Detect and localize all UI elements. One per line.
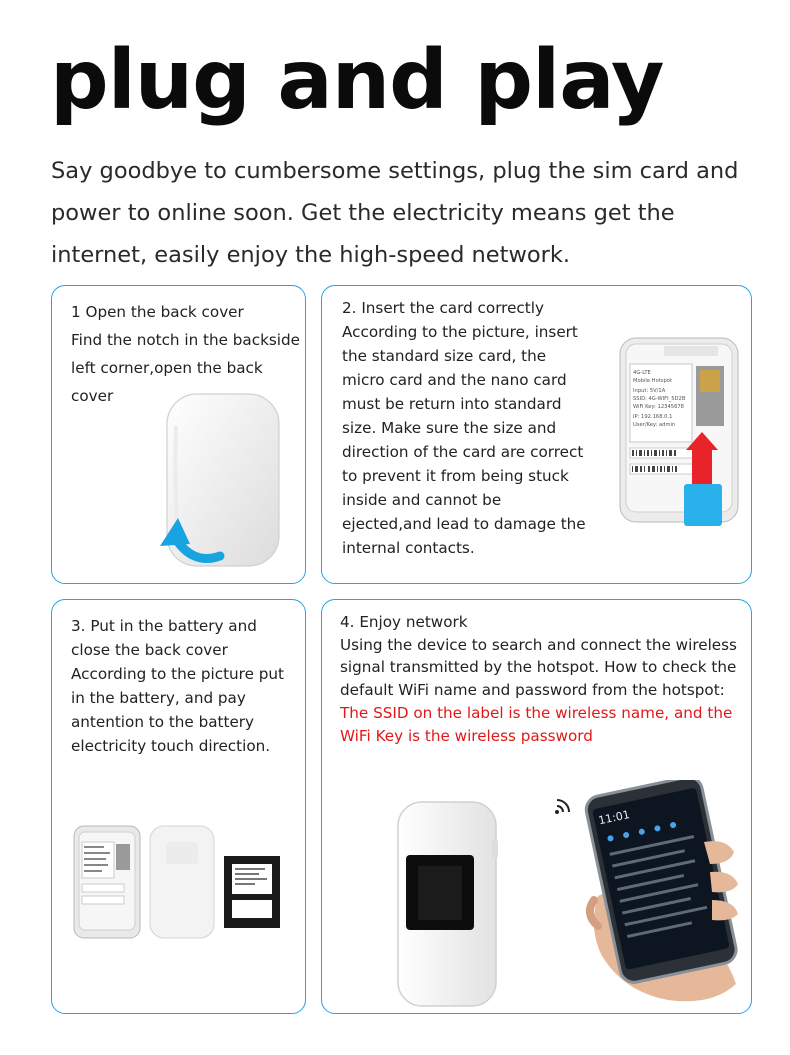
svg-text:4G-LTE: 4G-LTE [633,370,651,376]
hotspot-device-illustration [396,800,501,1010]
step-body: Using the device to search and connect the wireless signal transmitted by the hotspot. How to check the default WiFi name and password from the hotspot: [340,635,737,700]
intro-paragraph: Say goodbye to cumbersome settings, plug the sim card and power to online soon. Get the electricity means get the internet, easily enjoy the high-speed network. [51,158,739,268]
svg-text:Mobile Hotspot: Mobile Hotspot [633,378,672,384]
step-heading: 3. Put in the battery and close the back cover [71,617,257,659]
sim-card-icon [684,484,722,526]
step-card-open-cover [51,285,306,584]
step-body: According to the picture, insert the standard size card, the micro card and the nano card must be return into standard size. Make sure the size and direction of the card are correct to prevent it from being stuck inside and cannot be ejected,and lead to damage the internal contacts. [342,323,586,557]
step-heading: 2. Insert the card correctly [342,299,544,317]
svg-text:IP: 192.168.0.1: IP: 192.168.0.1 [633,414,673,420]
step-card-battery [51,599,306,1014]
hotspot-open-back-illustration [618,334,746,534]
step-body: Find the notch in the backside left corner,open the back cover [71,331,301,405]
svg-text:User/Key: admin: User/Key: admin [633,422,676,428]
svg-text:WiFi Key: 12345678: WiFi Key: 12345678 [633,404,684,410]
page-title: plug and play [50,33,664,128]
battery-assembly-illustration [72,822,290,942]
step-heading: 1 Open the back cover [71,303,244,321]
svg-text:SSID: 4G-WIFI_5D2B: SSID: 4G-WIFI_5D2B [633,396,686,402]
step-card-enjoy-network [321,599,752,1014]
wifi-credentials-note: The SSID on the label is the wireless name, and the WiFi Key is the wireless password [340,703,733,745]
step-card-insert-card [321,285,752,584]
smartphone-in-hand-illustration [584,780,750,1012]
svg-text:Input: 5V/1A: Input: 5V/1A [633,388,666,394]
phone-time: 11:01 [597,807,631,828]
wifi-signal-icon [554,795,574,815]
hotspot-back-cover-illustration [102,386,302,576]
step-heading: 4. Enjoy network [340,613,468,631]
step-body: According to the picture put in the battery, and pay antention to the battery electricity touch direction. [71,665,284,755]
